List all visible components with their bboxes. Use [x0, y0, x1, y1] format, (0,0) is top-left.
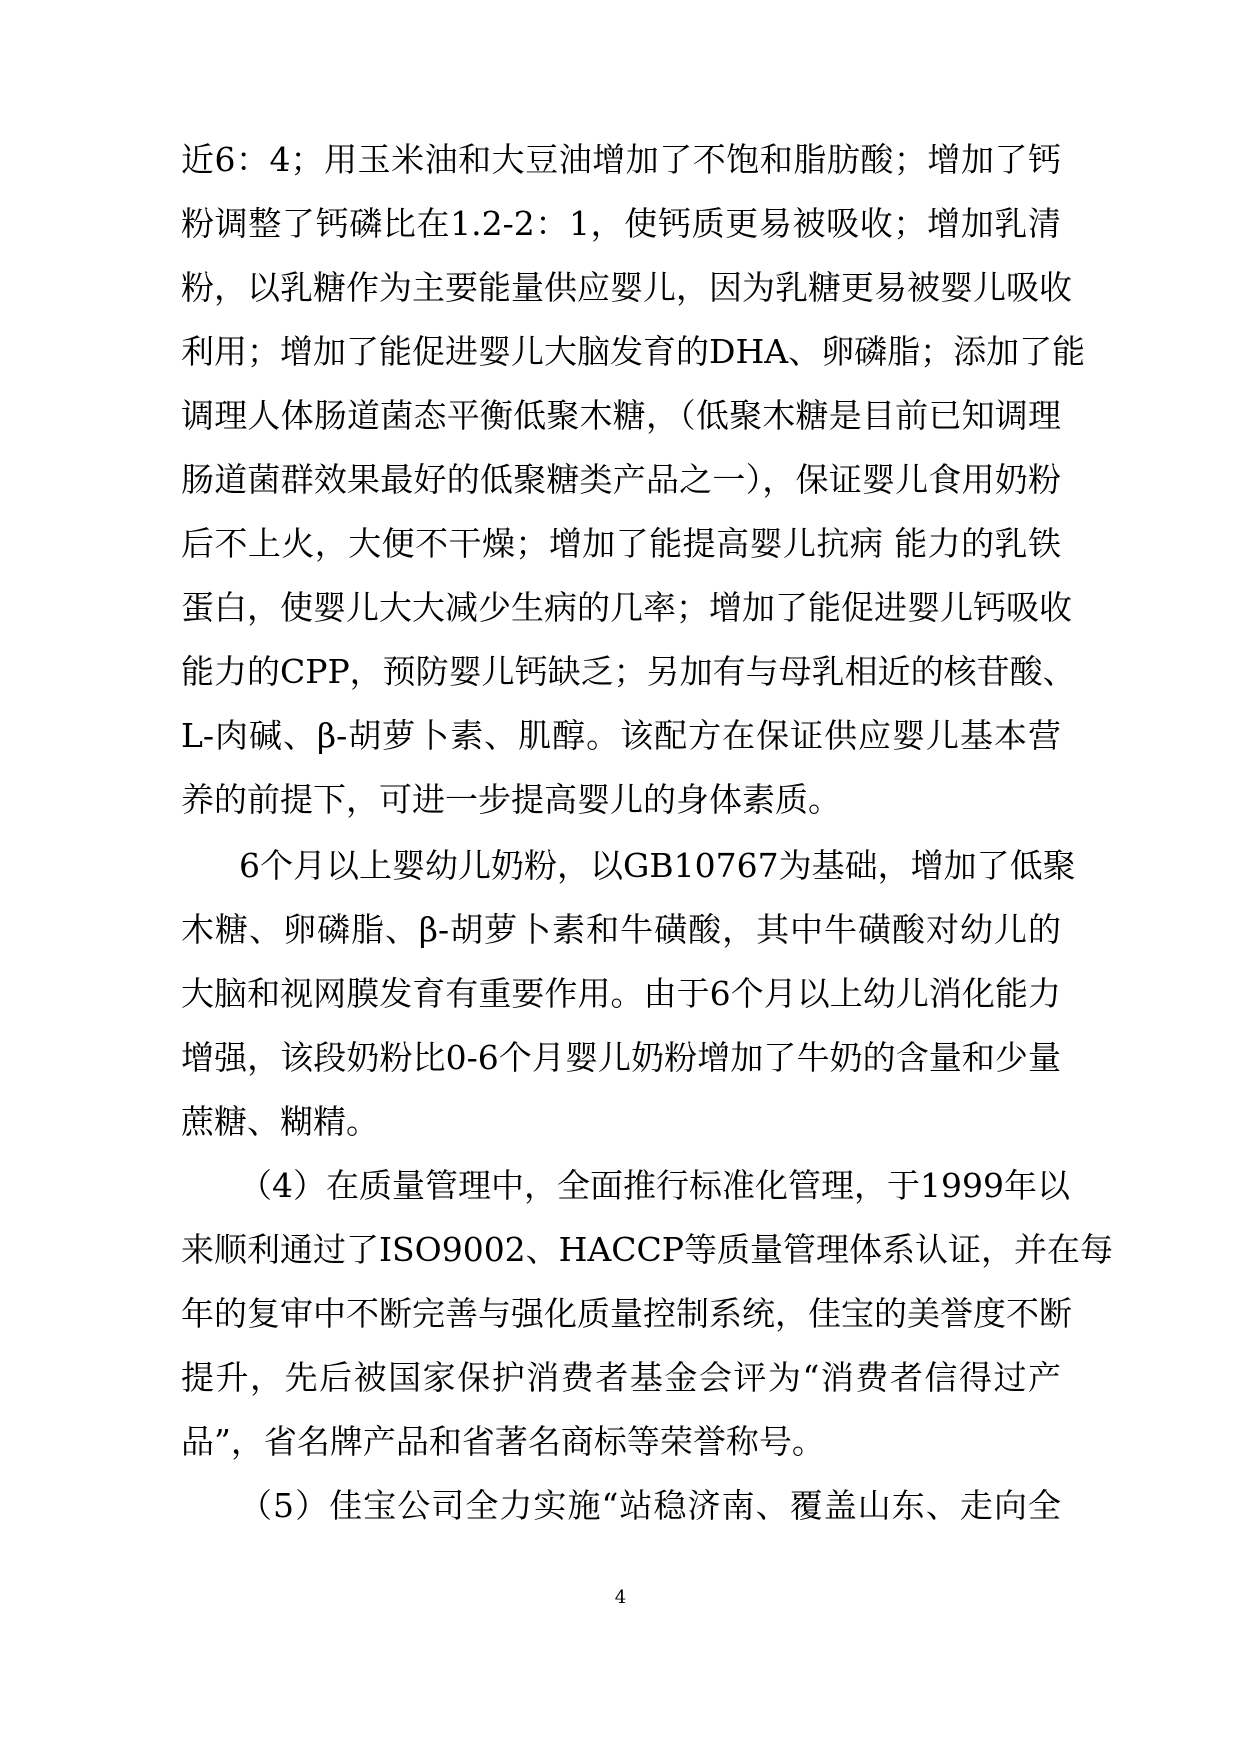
p3-line-2: 来顺利通过了ISO9002、HACCP等质量管理体系认证，并在每	[181, 1230, 1113, 1269]
p2-line-1: 6个月以上婴幼儿奶粉，以GB10767为基础，增加了低聚	[239, 846, 1076, 885]
p2-line-3: 大脑和视网膜发育有重要作用。由于6个月以上幼儿消化能力	[181, 974, 1061, 1013]
p1-line-3: 粉，以乳糖作为主要能量供应婴儿，因为乳糖更易被婴儿吸收	[181, 268, 1072, 307]
p1-line-1: 近6：4；用玉米油和大豆油增加了不饱和脂肪酸；增加了钙	[181, 140, 1061, 179]
p3-line-1: （4）在质量管理中，全面推行标准化管理，于1999年以	[239, 1166, 1070, 1205]
p1-line-6: 肠道菌群效果最好的低聚糖类产品之一），保证婴儿食用奶粉	[181, 460, 1061, 499]
p4-line-1: （5）佳宝公司全力实施“站稳济南、覆盖山东、走向全	[239, 1486, 1061, 1525]
p1-line-4: 利用；增加了能促进婴儿大脑发育的DHA、卵磷脂；添加了能	[181, 332, 1086, 371]
p1-line-11: 养的前提下，可进一步提高婴儿的身体素质。	[181, 780, 841, 819]
p3-line-5: 品”，省名牌产品和省著名商标等荣誉称号。	[181, 1422, 825, 1461]
page-number: 4	[614, 1587, 627, 1608]
p1-line-8: 蛋白，使婴儿大大减少生病的几率；增加了能促进婴儿钙吸收	[181, 588, 1072, 627]
p3-line-3: 年的复审中不断完善与强化质量控制系统，佳宝的美誉度不断	[181, 1294, 1072, 1333]
p1-line-5: 调理人体肠道菌态平衡低聚木糖，（低聚木糖是目前已知调理	[181, 396, 1061, 435]
p2-line-5: 蔗糖、糊精。	[181, 1102, 379, 1141]
p1-line-10: L-肉碱、β-胡萝卜素、肌醇。该配方在保证供应婴儿基本营	[181, 716, 1061, 755]
p1-line-2: 粉调整了钙磷比在1.2-2：1，使钙质更易被吸收；增加乳清	[181, 204, 1061, 243]
p1-line-9: 能力的CPP，预防婴儿钙缺乏；另加有与母乳相近的核苷酸、	[181, 652, 1076, 691]
p3-line-4: 提升，先后被国家保护消费者基金会评为“消费者信得过产	[181, 1358, 1061, 1397]
p2-line-2: 木糖、卵磷脂、β-胡萝卜素和牛磺酸，其中牛磺酸对幼儿的	[181, 910, 1061, 949]
p2-line-4: 增强，该段奶粉比0-6个月婴儿奶粉增加了牛奶的含量和少量	[181, 1038, 1061, 1077]
p1-line-7: 后不上火，大便不干燥；增加了能提高婴儿抗病 能力的乳铁	[181, 524, 1061, 563]
